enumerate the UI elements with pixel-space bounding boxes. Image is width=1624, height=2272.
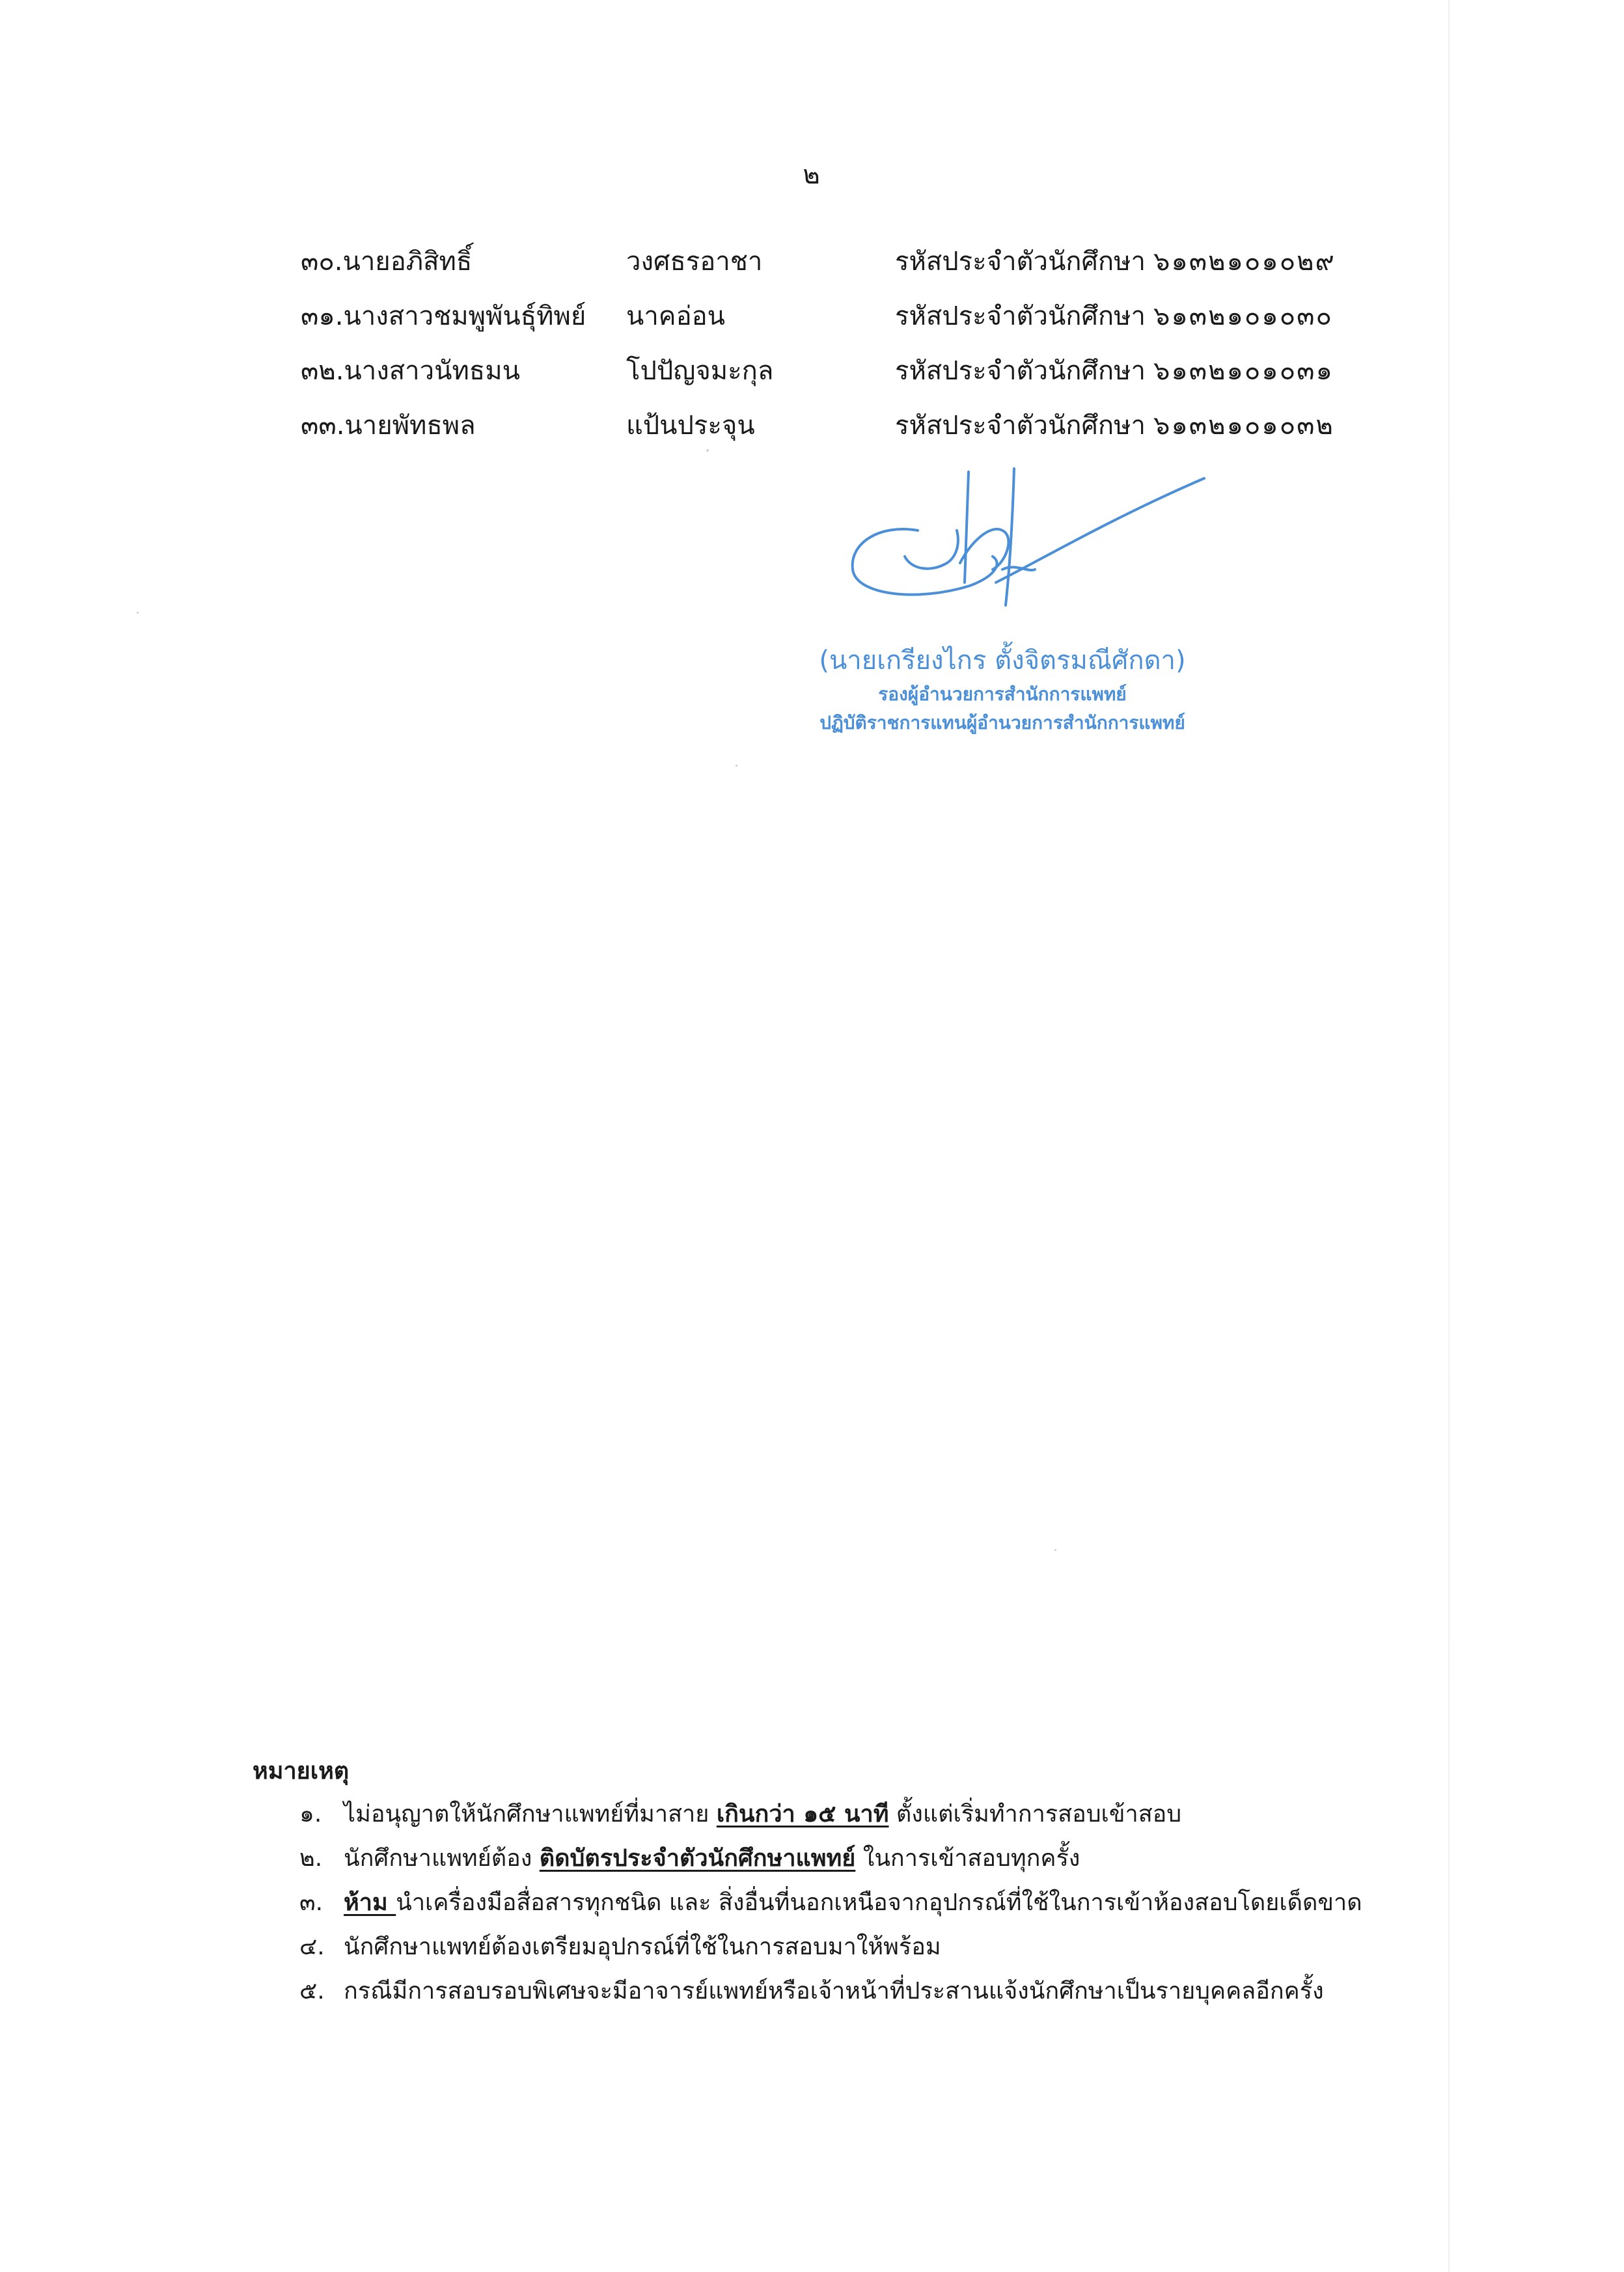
signature-icon [840,465,1230,622]
student-row [301,344,1407,398]
scan-speck [1054,1549,1056,1551]
remark-text: นำเครื่องมือสื่อสารทุกชนิด และ สิ่งอื่นที่นอกเหนือจากอุปกรณ์ที่ใช้ในการเข้าห้องสอบโดยเด็ดขาด [396,1889,1362,1916]
student-row [301,398,1407,453]
student-id-label: รหัสประจำตัวนักศึกษา [895,411,1146,441]
remark-item [253,1837,1424,1881]
remark-number: ๒. [299,1845,323,1872]
remark-item [253,1969,1424,2014]
student-id: ๖๑๓๒๑๐๑๐๓๐ [1153,301,1333,331]
student-row [301,289,1407,344]
signer-block [755,641,1250,737]
student-name: ๓๐.นายอภิสิทธิ์ [301,247,473,277]
remark-text: ตั้งแต่เริ่มทำการสอบเข้าสอบ [888,1801,1182,1827]
remark-number: ๑. [299,1801,322,1827]
student-id-label: รหัสประจำตัวนักศึกษา [895,356,1146,386]
student-surname: วงศธรอาชา [626,247,763,277]
remark-emphasis: ห้าม [344,1889,396,1916]
remark-number: ๕. [299,1978,325,2005]
remark-item [253,1792,1424,1837]
remark-text: กรณีมีการสอบรอบพิเศษจะมีอาจารย์แพทย์หรือเจ้าหน้าที่ประสานแจ้งนักศึกษาเป็นรายบุคคลอีกครั้ง [344,1978,1324,2005]
student-surname: นาคอ่อน [626,301,725,331]
remark-number: ๔. [299,1934,325,1960]
student-list [301,234,1407,453]
student-id-label: รหัสประจำตัวนักศึกษา [895,301,1146,331]
student-row [301,234,1407,289]
student-id: ๖๑๓๒๑๐๑๐๒๙ [1153,247,1336,277]
remark-item [253,1925,1424,1969]
student-name: ๓๒.นางสาวนัทธมน [301,356,520,386]
remark-number: ๓. [299,1889,323,1916]
scan-speck [706,449,709,452]
remark-text: นักศึกษาแพทย์ต้องเตรียมอุปกรณ์ที่ใช้ในการสอบมาให้พร้อม [344,1934,941,1960]
student-surname: แป้นประจุน [626,411,755,441]
student-id: ๖๑๓๒๑๐๑๐๓๒ [1153,411,1334,441]
page-number: ๒ [803,160,821,190]
scan-speck [137,612,139,614]
remark-item [253,1881,1424,1925]
signer-name: (นายเกรียงไกร ตั้งจิตรมณีศักดา) [819,646,1186,676]
scan-edge [1448,0,1450,2272]
remarks-title: หมายเหตุ [253,1758,350,1785]
scan-speck [736,765,737,767]
student-id: ๖๑๓๒๑๐๑๐๓๑ [1153,356,1334,386]
signer-position: รองผู้อำนวยการสำนักการแพทย์ [878,683,1127,705]
student-name: ๓๑.นางสาวชมพูพันธุ์ทิพย์ [301,301,586,331]
remark-text: ในการเข้าสอบทุกครั้ง [855,1845,1080,1872]
signer-acting-position: ปฏิบัติราชการแทนผู้อำนวยการสำนักการแพทย์ [819,712,1185,733]
student-name: ๓๓.นายพัทธพล [301,411,476,441]
remark-emphasis: ติดบัตรประจำตัวนักศึกษาแพทย์ [539,1845,856,1872]
student-surname: โปปัญจมะกุล [626,356,774,386]
remark-text: ไม่อนุญาตให้นักศึกษาแพทย์ที่มาสาย [344,1801,717,1827]
remark-text: นักศึกษาแพทย์ต้อง [344,1845,540,1872]
remarks-section [253,1751,1424,2014]
student-id-label: รหัสประจำตัวนักศึกษา [895,247,1146,277]
remark-emphasis: เกินกว่า ๑๕ นาที [716,1801,889,1827]
